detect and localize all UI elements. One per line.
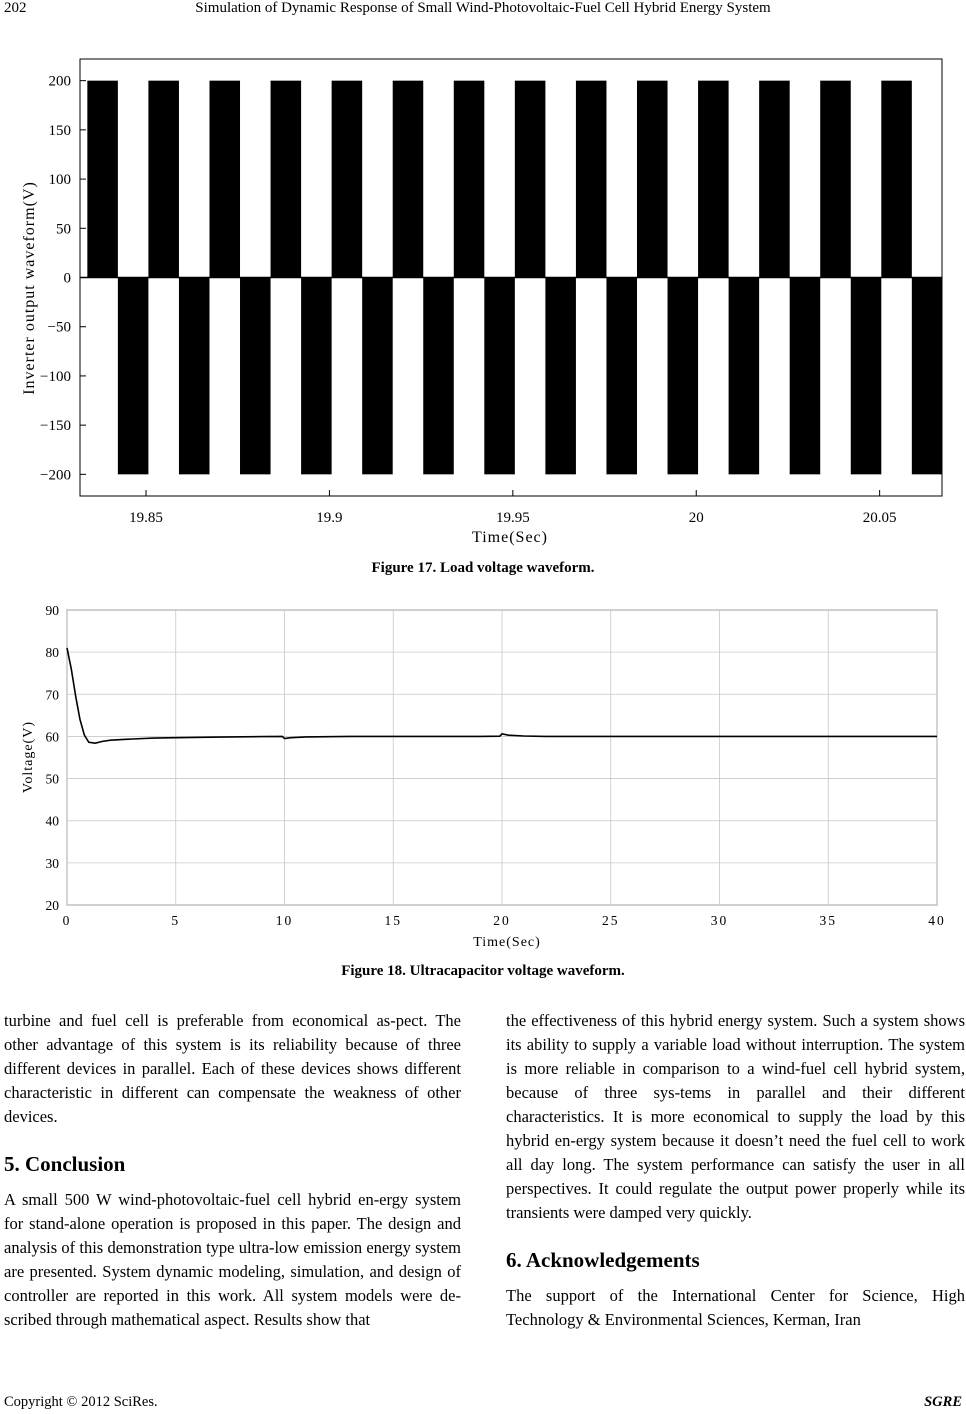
- fig17-negative-pulse: [179, 278, 210, 475]
- figure-17-chart: [0, 40, 966, 560]
- footer-copyright: Copyright © 2012 SciRes.: [4, 1394, 158, 1410]
- right-paragraph-1: the effectiveness of this hybrid energy system. Such a system shows its ability to supply a variable load without interruption. The system is more reliable in comparison to a wind-fuel cell hybrid system, because of three sys-tems in parallel and their different characteristics. It is more economical to supply the load by this hybrid en-ergy system because it doesn’t need the fuel cell to work all day long. The system performance can satisfy the user in all perspectives. It could regulate the output power properly while its transients were damped very quickly.: [506, 1011, 965, 1222]
- fig17-negative-pulse: [362, 278, 393, 475]
- fig17-x-tick-label: 19.9: [316, 510, 343, 526]
- fig17-x-tick-label: 19.95: [495, 510, 530, 526]
- fig18-y-tick-label: 60: [45, 729, 59, 745]
- fig17-negative-pulse: [545, 278, 576, 475]
- fig17-y-tick-label: 150: [48, 122, 71, 139]
- fig17-positive-pulse: [698, 81, 729, 278]
- fig17-y-tick-label: −50: [47, 319, 71, 336]
- fig18-y-tick-label: 80: [45, 645, 59, 661]
- fig17-negative-pulse: [301, 278, 332, 475]
- page-number: 202: [4, 0, 27, 16]
- fig17-negative-pulse: [423, 278, 454, 475]
- figure-17-caption: Figure 17. Load voltage waveform.: [371, 560, 595, 576]
- fig18-x-tick-label: 30: [710, 913, 729, 928]
- fig18-x-tick-label: 10: [275, 913, 294, 928]
- fig18-x-tick-label: 5: [171, 913, 181, 928]
- fig17-y-tick-label: −200: [40, 467, 71, 484]
- fig17-positive-pulse: [454, 81, 485, 278]
- fig17-x-tick-label: 20.05: [862, 510, 897, 526]
- fig18-x-tick-label: 25: [602, 913, 620, 928]
- fig17-negative-pulse: [668, 278, 699, 475]
- fig17-negative-pulse: [240, 278, 271, 475]
- figure-18-chart: [0, 600, 966, 955]
- fig17-y-tick-label: 0: [63, 270, 71, 287]
- fig17-negative-pulse: [851, 278, 882, 475]
- fig17-negative-pulse: [484, 278, 515, 475]
- fig17-y-tick-label: −100: [40, 368, 71, 385]
- page-header: [0, 0, 966, 22]
- fig17-positive-pulse: [637, 81, 668, 278]
- left-column: [4, 1009, 461, 1332]
- fig17-y-tick-label: −150: [40, 418, 71, 435]
- left-paragraph-1: turbine and fuel cell is preferable from economical as-pect. The other advantage of this system is its reliability because of three different devices in parallel. Each of these devices shows different characteristic in different can compensate the weakness of other devices.: [4, 1011, 461, 1126]
- fig17-positive-pulse: [209, 81, 240, 278]
- fig18-x-tick-label: 40: [928, 913, 946, 928]
- fig17-positive-pulse: [148, 81, 179, 278]
- fig18-y-tick-label: 70: [45, 687, 59, 703]
- fig17-positive-pulse: [393, 81, 424, 278]
- fig17-positive-pulse: [820, 81, 851, 278]
- fig18-y-axis: [46, 603, 60, 913]
- fig17-negative-pulse: [729, 278, 760, 475]
- fig18-y-tick-label: 90: [45, 603, 59, 618]
- fig17-positive-pulse: [271, 81, 302, 278]
- fig17-y-tick-label: 50: [56, 221, 71, 238]
- right-column: [506, 1009, 965, 1332]
- fig17-x-tick-label: 20: [688, 510, 704, 526]
- fig17-positive-pulse: [881, 81, 912, 278]
- fig17-x-label: Time(Sec): [472, 529, 548, 546]
- fig17-positive-pulse: [759, 81, 790, 278]
- fig17-negative-pulse: [606, 278, 637, 475]
- fig17-y-label: Inverter output waveform(V): [21, 181, 38, 395]
- section-6-heading: 6. Acknowledgements: [506, 1248, 700, 1272]
- fig17-y-tick-label: 100: [48, 172, 71, 189]
- fig18-x-tick-label: 0: [62, 913, 72, 928]
- fig18-y-tick-label: 50: [45, 771, 59, 787]
- section-5-heading: 5. Conclusion: [4, 1152, 126, 1176]
- fig17-x-tick-label: 19.85: [129, 510, 163, 526]
- fig18-x-tick-label: 35: [819, 913, 837, 928]
- right-paragraph-2: The support of the International Center for Science, High Technology & Environmental Sciences, Kerman, Iran: [506, 1286, 965, 1329]
- figure-18-caption: Figure 18. Ultracapacitor voltage waveform.: [341, 963, 625, 979]
- fig17-positive-pulse: [332, 81, 363, 278]
- fig17-y-tick-label: 200: [48, 73, 71, 90]
- fig17-positive-pulse: [87, 81, 118, 278]
- fig17-positive-pulse: [576, 81, 607, 278]
- fig18-y-tick-label: 30: [45, 855, 59, 871]
- fig18-y-tick-label: 40: [45, 813, 59, 829]
- fig17-negative-pulse: [118, 278, 149, 475]
- fig18-x-tick-label: 15: [384, 913, 402, 928]
- footer-journal: SGRE: [924, 1394, 962, 1410]
- fig17-positive-pulse: [515, 81, 546, 278]
- running-title: Simulation of Dynamic Response of Small Wind-Photovoltaic-Fuel Cell Hybrid Energy System: [195, 0, 771, 16]
- fig18-y-tick-label: 20: [45, 898, 59, 913]
- fig17-negative-pulse: [790, 278, 821, 475]
- left-paragraph-2: A small 500 W wind-photovoltaic-fuel cell hybrid en-ergy system for stand-alone operation is proposed in this paper. The design and analysis of this demonstration type ultra-low emission energy system are presented. System dynamic modeling, simulation, and design of controller are reported in this work. All system models were de-scribed through mathematical aspect. Results show that: [4, 1190, 461, 1329]
- fig18-x-label: Time(Sec): [473, 935, 541, 950]
- fig17-negative-pulse: [912, 278, 942, 475]
- fig18-y-label: Voltage(V): [21, 721, 36, 793]
- fig17-y-axis: [40, 74, 86, 484]
- fig18-x-tick-label: 20: [493, 913, 511, 928]
- fig18-x-axis: [63, 913, 946, 928]
